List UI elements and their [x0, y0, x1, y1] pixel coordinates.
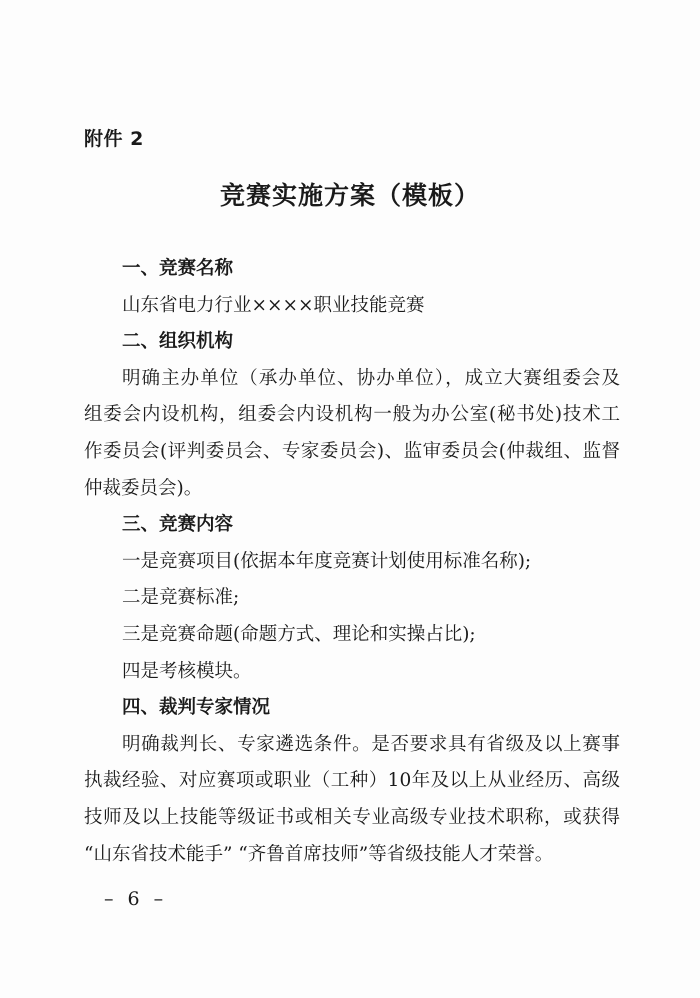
section-heading-judges: 四、裁判专家情况 [122, 697, 271, 719]
section-heading-name: 一、竞赛名称 [122, 258, 234, 279]
paragraph-line: 明确主办单位（承办单位、协办单位），成立大赛组委会及 [122, 367, 620, 389]
paragraph-line: 一是竞赛项目(依据本年度竞赛计划使用标准名称); [122, 550, 532, 572]
paragraph-line: 作委员会(评判委员会、专家委员会)、监审委员会(仲裁组、监督 [84, 440, 620, 462]
section-heading-organization: 二、组织机构 [122, 331, 234, 353]
paragraph-line: 三是竞赛命题(命题方式、理论和实操占比); [122, 623, 476, 645]
paragraph-line: 二是竞赛标准; [122, 587, 240, 609]
paragraph-line: 仲裁委员会)。 [84, 477, 203, 499]
document-body [84, 251, 620, 873]
page-number: – 6 – [104, 888, 168, 910]
paragraph-line: “山东省技术能手” “齐鲁首席技师”等省级技能人才荣誉。 [84, 843, 554, 865]
paragraph-line: 执裁经验、对应赛项或职业（工种）10年及以上从业经历、高级 [84, 770, 620, 792]
paragraph-line: 组委会内设机构，组委会内设机构一般为办公室(秘书处)技术工 [84, 404, 620, 426]
paragraph-line: 技师及以上技能等级证书或相关专业高级专业技术职称，或获得 [84, 806, 620, 828]
attachment-label: 附件 2 [84, 128, 144, 150]
document-title: 竞赛实施方案（模板） [219, 181, 480, 210]
section-heading-content: 三、竞赛内容 [122, 514, 234, 536]
paragraph-line: 明确裁判长、专家遴选条件。是否要求具有省级及以上赛事 [122, 733, 620, 755]
paragraph-line: 山东省电力行业××××职业技能竞赛 [122, 294, 425, 316]
paragraph-line: 四是考核模块。 [122, 660, 252, 682]
